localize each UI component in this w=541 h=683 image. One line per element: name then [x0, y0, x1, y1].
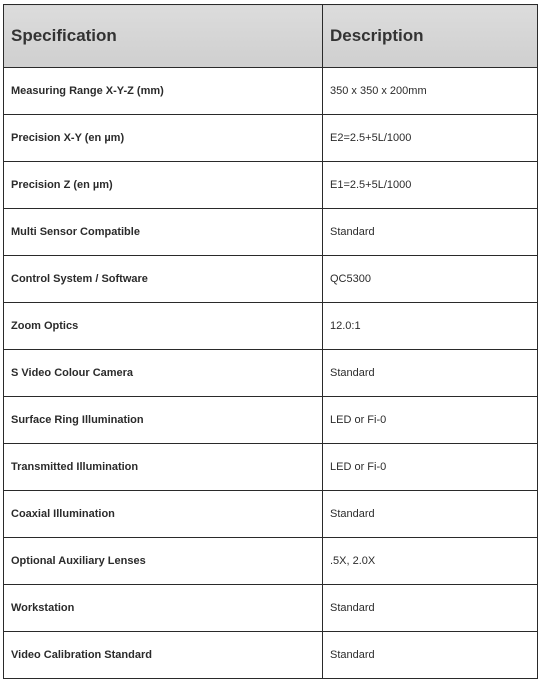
table-row — [4, 350, 538, 397]
table-row — [4, 115, 538, 162]
specification-cell: Optional Auxiliary Lenses — [4, 538, 323, 585]
specification-cell: Surface Ring Illumination — [4, 397, 323, 444]
description-cell: LED or Fi-0 — [323, 444, 538, 491]
specification-cell: Precision Z (en µm) — [4, 162, 323, 209]
table-row — [4, 538, 538, 585]
description-cell: 350 x 350 x 200mm — [323, 68, 538, 115]
description-cell: Standard — [323, 350, 538, 397]
header-row — [4, 5, 538, 68]
specification-column-header: Specification — [4, 5, 323, 68]
specification-cell: Video Calibration Standard — [4, 632, 323, 679]
specification-table — [3, 4, 538, 679]
table-row — [4, 162, 538, 209]
description-cell: Standard — [323, 209, 538, 256]
table-row — [4, 68, 538, 115]
table-row — [4, 444, 538, 491]
description-cell: QC5300 — [323, 256, 538, 303]
description-column-header: Description — [323, 5, 538, 68]
specification-cell: Control System / Software — [4, 256, 323, 303]
specification-cell: Multi Sensor Compatible — [4, 209, 323, 256]
specification-cell: Zoom Optics — [4, 303, 323, 350]
table-row — [4, 303, 538, 350]
description-cell: Standard — [323, 491, 538, 538]
table-body — [4, 68, 538, 679]
specification-cell: Precision X-Y (en µm) — [4, 115, 323, 162]
table-row — [4, 632, 538, 679]
description-cell: Standard — [323, 585, 538, 632]
description-cell: Standard — [323, 632, 538, 679]
description-cell: .5X, 2.0X — [323, 538, 538, 585]
specification-cell: Coaxial Illumination — [4, 491, 323, 538]
table-row — [4, 209, 538, 256]
table-header — [4, 5, 538, 68]
specification-cell: S Video Colour Camera — [4, 350, 323, 397]
description-cell: E2=2.5+5L/1000 — [323, 115, 538, 162]
specification-cell: Workstation — [4, 585, 323, 632]
table-row — [4, 397, 538, 444]
description-cell: LED or Fi-0 — [323, 397, 538, 444]
specification-cell: Measuring Range X-Y-Z (mm) — [4, 68, 323, 115]
table-row — [4, 491, 538, 538]
description-cell: E1=2.5+5L/1000 — [323, 162, 538, 209]
table-row — [4, 585, 538, 632]
specification-cell: Transmitted Illumination — [4, 444, 323, 491]
table-row — [4, 256, 538, 303]
description-cell: 12.0:1 — [323, 303, 538, 350]
